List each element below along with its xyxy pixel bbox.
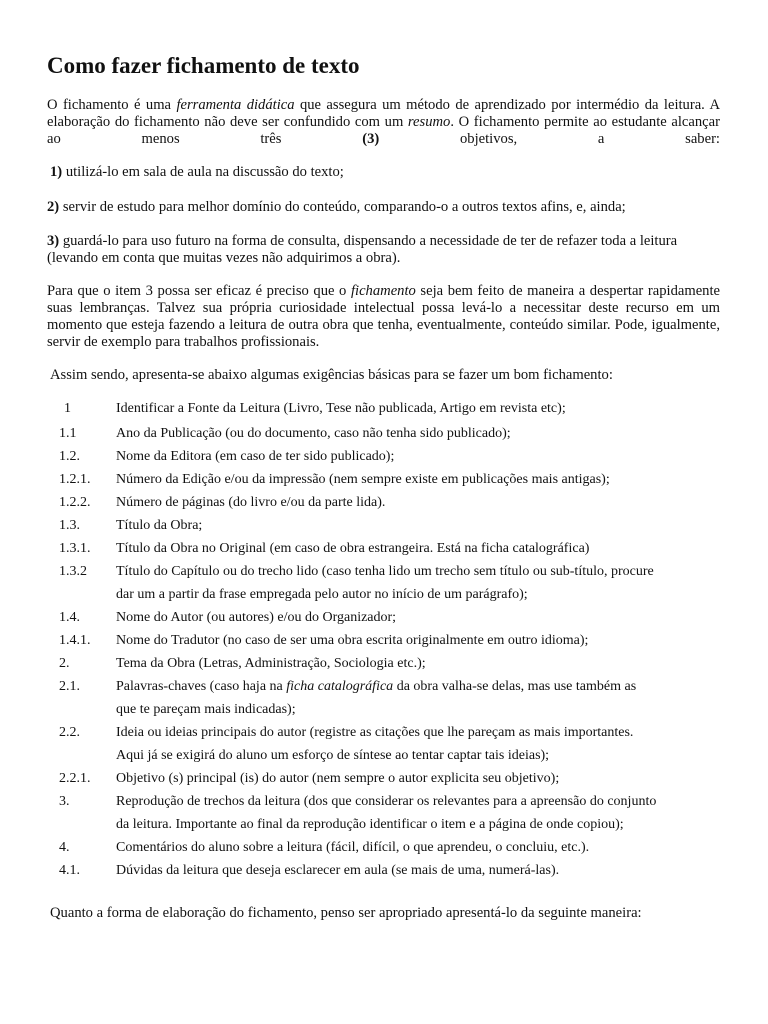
objective-number: 3) — [47, 233, 60, 249]
list-item-text: Objetivo (s) principal (is) do autor (nem sempre o autor explicita seu objetivo); — [116, 771, 560, 786]
list-item-text: Comentários do aluno sobre a leitura (fácil, difícil, o que aprendeu, o concluiu, etc.). — [116, 840, 590, 855]
list-item-text — [116, 679, 636, 695]
list-item-text: Tema da Obra (Letras, Administração, Sociologia etc.); — [116, 656, 426, 671]
list-item-text: Ideia ou ideias principais do autor (registre as citações que lhe pareçam as mais importantes. — [116, 725, 634, 740]
closing-paragraph: Quanto a forma de elaboração do fichamento, penso ser apropriado apresentá-lo da seguinte maneira: — [50, 905, 642, 921]
para2-italic: fichamento — [350, 283, 416, 299]
list-item-number: 1.3.2 — [59, 564, 87, 579]
objective-number: 1) — [50, 164, 63, 180]
intro-text-4: objetivos, a saber: — [379, 131, 720, 147]
intro-italic-1: ferramenta didática — [176, 97, 295, 113]
list-item-number: 2.2.1. — [59, 771, 91, 786]
list-item-text-part: da obra valha-se delas, mas use também as — [393, 679, 637, 694]
list-item-text: Dúvidas da leitura que deseja esclarecer em aula (se mais de uma, numerá-las). — [116, 863, 560, 878]
list-item-italic: ficha catalográfica — [286, 679, 394, 694]
list-item-number: 1.1 — [59, 426, 77, 441]
list-item-text: Nome da Editora (em caso de ter sido publicado); — [116, 449, 395, 464]
list-item-number: 4.1. — [59, 863, 80, 878]
intro-bold-count: (3) — [362, 131, 380, 147]
intro-paragraph — [47, 97, 720, 148]
list-item-number: 1.3.1. — [59, 541, 91, 556]
list-item-number: 1.2.1. — [59, 472, 91, 487]
intro-italic-2: resumo — [407, 114, 451, 130]
paragraph-requirements-intro: Assim sendo, apresenta-se abaixo algumas exigências básicas para se fazer um bom fichamento: — [50, 367, 613, 383]
list-item-number: 1 — [64, 401, 71, 416]
list-item-text: Ano da Publicação (ou do documento, caso não tenha sido publicado); — [116, 426, 511, 441]
list-item-number: 3. — [59, 794, 70, 809]
list-item-text: que te pareçam mais indicadas); — [116, 702, 296, 717]
paragraph-item-3 — [47, 283, 720, 351]
objective-1 — [50, 164, 344, 181]
list-item-text: Nome do Tradutor (no caso de ser uma obra escrita originalmente em outro idioma); — [116, 633, 589, 648]
list-item-number: 1.2. — [59, 449, 80, 464]
list-item-text: dar um a partir da frase empregada pelo autor no início de um parágrafo); — [116, 587, 528, 602]
list-item-number: 1.2.2. — [59, 495, 91, 510]
para2-text-1: Para que o item 3 possa ser eficaz é preciso que o — [47, 283, 351, 299]
list-item-number: 2.2. — [59, 725, 80, 740]
objective-number: 2) — [47, 199, 60, 215]
list-item-text: Número da Edição e/ou da impressão (nem sempre existe em publicações mais antigas); — [116, 472, 610, 487]
list-item-text-part: Palavras-chaves (caso haja na — [116, 679, 287, 694]
list-item-text: Número de páginas (do livro e/ou da parte lida). — [116, 495, 386, 510]
list-item-text: Identificar a Fonte da Leitura (Livro, Tese não publicada, Artigo em revista etc); — [116, 401, 566, 416]
intro-text-1: O fichamento é uma — [47, 97, 177, 113]
list-item-number: 2. — [59, 656, 70, 671]
objective-text: utilizá-lo em sala de aula na discussão do texto; — [62, 164, 344, 180]
para2-text-2: seja bem feito de maneira a despertar rapidamente suas lembranças. Talvez sua própria curiosidade intelectual possa levá-lo a necessitar deste recurso em um momento que esteja fazendo a leitura de outra obra que tenha, eventualmente, conteúdo similar. Pode, igualmente, servir de exemplo para trabalhos profissionais. — [47, 283, 721, 350]
list-item-number: 2.1. — [59, 679, 80, 694]
list-item-number: 4. — [59, 840, 70, 855]
list-item-number: 1.4.1. — [59, 633, 91, 648]
objective-2 — [47, 199, 626, 216]
list-item-number: 1.4. — [59, 610, 80, 625]
list-item-text: Título da Obra no Original (em caso de obra estrangeira. Está na ficha catalográfica) — [116, 541, 590, 556]
list-item-text: Reprodução de trechos da leitura (dos que considerar os relevantes para a apreensão do conjunto — [116, 794, 657, 809]
list-item-text: Nome do Autor (ou autores) e/ou do Organizador; — [116, 610, 397, 625]
intro-text-3: . O fichamento permite ao estudante alcançar ao menos três — [47, 114, 720, 147]
intro-text-2: que assegura um método de aprendizado por intermédio da leitura. A elaboração do fichamento não deve ser confundido com um — [47, 97, 720, 130]
objective-text: guardá-lo para uso futuro na forma de consulta, dispensando a necessidade de ter de refazer toda a leitura (levando em conta que muitas vezes não adquirimos a obra). — [47, 233, 678, 266]
document-title: Como fazer fichamento de texto — [47, 53, 360, 78]
list-item-text: Título do Capítulo ou do trecho lido (caso tenha lido um trecho sem título ou sub-título, procure — [116, 564, 654, 579]
list-item-number: 1.3. — [59, 518, 80, 533]
objective-text: servir de estudo para melhor domínio do conteúdo, comparando-o a outros textos afins, e, ainda; — [59, 199, 626, 215]
objective-3 — [47, 233, 720, 267]
list-item-text: da leitura. Importante ao final da reprodução identificar o item e a página de onde copiou); — [116, 817, 624, 832]
list-item-text: Aqui já se exigirá do aluno um esforço de síntese ao tentar captar tais ideias); — [116, 748, 550, 763]
list-item-text: Título da Obra; — [116, 518, 203, 533]
